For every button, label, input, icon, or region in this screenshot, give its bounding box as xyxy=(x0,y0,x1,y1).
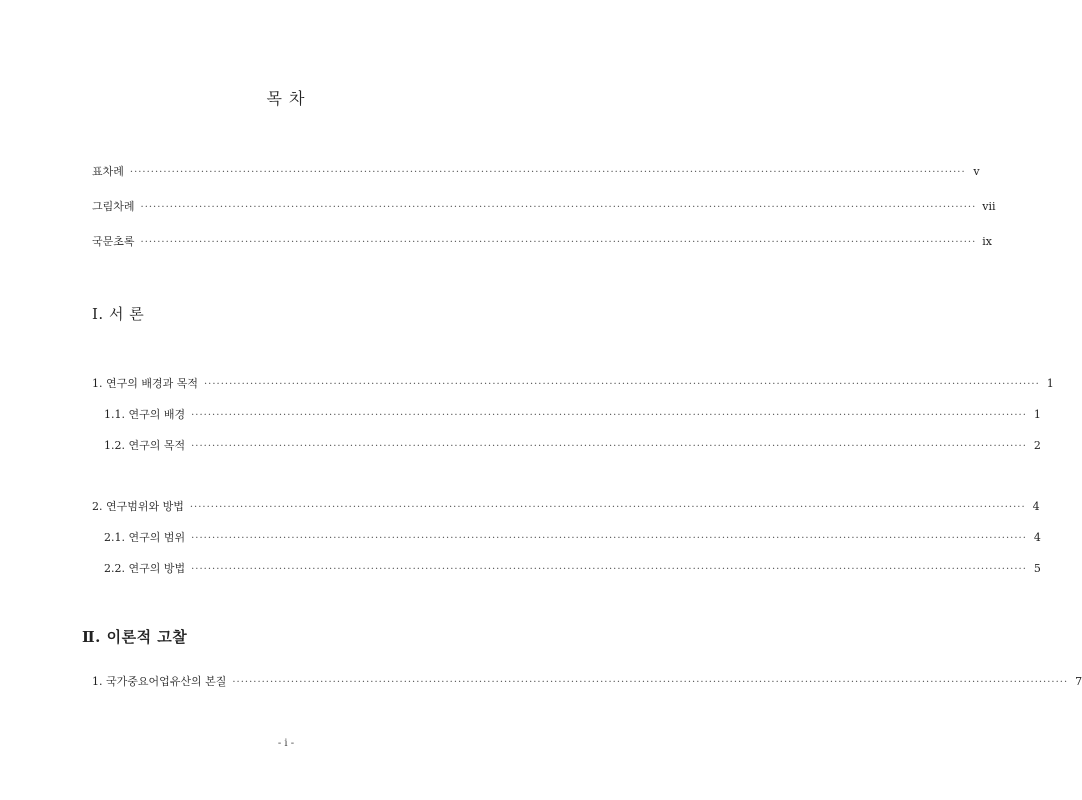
leader-dots: ········································································································································································································ xyxy=(191,533,1027,544)
leader-dots: ········································································································································································································ xyxy=(204,379,1040,390)
toc-entry-label: 표차례 xyxy=(92,165,124,178)
toc-entry[interactable] xyxy=(92,498,1040,514)
toc-entry[interactable] xyxy=(104,529,1041,545)
toc-entry-page: 1 xyxy=(1046,377,1054,390)
toc-entry-figure-list[interactable] xyxy=(92,198,996,214)
toc-entry[interactable] xyxy=(104,437,1041,453)
toc-title: 목 차 xyxy=(266,89,306,108)
toc-entry-label: 2.2. 연구의 방법 xyxy=(104,562,186,575)
page-number-footer: - i - xyxy=(277,738,295,749)
toc-entry-page: 2 xyxy=(1033,439,1041,452)
chapter-heading[interactable]: Ⅱ. 이론적 고찰 xyxy=(82,628,188,646)
leader-dots: ········································································································································································································ xyxy=(189,502,1026,513)
leader-dots: ········································································································································································································ xyxy=(191,564,1027,575)
toc-entry-page: 4 xyxy=(1032,500,1040,513)
toc-entry[interactable] xyxy=(92,673,1082,689)
toc-entry-page: vii xyxy=(982,200,996,213)
toc-entry-label: 1.2. 연구의 목적 xyxy=(104,439,186,452)
toc-entry-abstract[interactable] xyxy=(92,233,992,249)
toc-entry-page: v xyxy=(973,165,980,178)
leader-dots: ········································································································································································································ xyxy=(232,677,1069,688)
toc-entry-label: 1. 국가중요어업유산의 본질 xyxy=(92,675,227,688)
toc-entry-label: 국문초록 xyxy=(92,235,135,248)
toc-entry-page: ix xyxy=(982,235,992,248)
toc-entry-page: 4 xyxy=(1033,531,1041,544)
toc-entry-label: 2. 연구범위와 방법 xyxy=(92,500,184,513)
leader-dots: ········································································································································································································ xyxy=(140,237,977,248)
toc-entry[interactable] xyxy=(104,560,1041,576)
toc-entry[interactable] xyxy=(104,406,1041,422)
toc-entry[interactable] xyxy=(92,375,1054,391)
leader-dots: ········································································································································································································ xyxy=(129,167,966,178)
leader-dots: ········································································································································································································ xyxy=(140,202,977,213)
toc-entry-label: 그림차례 xyxy=(92,200,135,213)
toc-entry-label: 1.1. 연구의 배경 xyxy=(104,408,186,421)
toc-entry-page: 5 xyxy=(1033,562,1041,575)
leader-dots: ········································································································································································································ xyxy=(191,441,1027,452)
chapter-heading[interactable]: Ⅰ. 서 론 xyxy=(92,305,145,323)
leader-dots: ········································································································································································································ xyxy=(191,410,1027,421)
toc-entry-page: 7 xyxy=(1075,675,1082,688)
toc-entry-page: 1 xyxy=(1033,408,1041,421)
toc-entry-label: 2.1. 연구의 범위 xyxy=(104,531,186,544)
toc-entry-label: 1. 연구의 배경과 목적 xyxy=(92,377,198,390)
toc-entry-table-list[interactable] xyxy=(92,163,980,179)
